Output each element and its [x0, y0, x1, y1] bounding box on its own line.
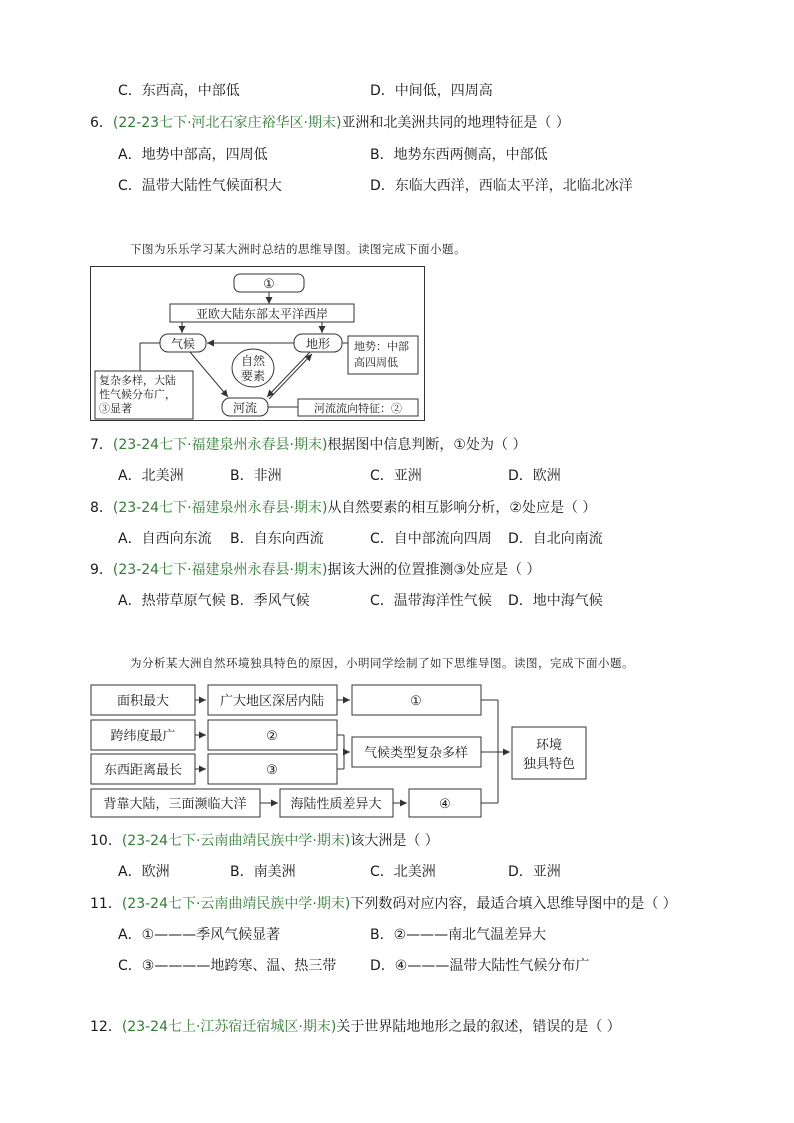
- q7-option-a: A．北美洲: [118, 468, 184, 484]
- mm2-final-line1: 环境: [535, 738, 563, 753]
- q5-option-d: D．中间低，四周高: [370, 83, 493, 99]
- question-source: (22-23七下·河北石家庄裕华区·期末): [112, 115, 342, 131]
- question-8-stem: [90, 499, 596, 517]
- mm2-area-label: 面积最大: [116, 694, 170, 709]
- question-text: 下列数码对应内容，最适合填入思维导图中的是（ ）: [350, 896, 677, 912]
- question-number: 8．: [90, 500, 113, 516]
- q11-option-d: D．④———温带大陆性气候分布广: [370, 958, 590, 974]
- mm2-landsea-label: 海陆性质差异大: [290, 797, 382, 812]
- q7-option-d: D．欧洲: [508, 468, 561, 484]
- question-11-stem: [90, 895, 677, 913]
- mm2-blank4-label: ④: [439, 797, 451, 812]
- question-6-stem: [90, 114, 570, 132]
- question-source: (23-24七下·福建泉州永春县·期末): [112, 500, 328, 516]
- question-text: 从自然要素的相互影响分析，②处应是（ ）: [327, 500, 597, 516]
- q8-option-d: D．自北向南流: [508, 531, 603, 547]
- question-number: 6．: [90, 115, 113, 131]
- mind-map-1: [90, 266, 426, 422]
- q11-option-a: A．①———季风气候显著: [118, 927, 281, 943]
- mm2-climate-label: 气候类型复杂多样: [363, 746, 469, 761]
- mm1-river-label: 河流: [232, 401, 258, 415]
- q9-option-c: C．温带海洋性气候: [370, 593, 492, 609]
- passage-2-intro: 为分析某大洲自然环境独具特色的原因，小明同学绘制了如下思维导图。读图，完成下面小题。: [130, 656, 634, 670]
- q11-option-b: B．②———南北气温差异大: [370, 927, 547, 943]
- mm2-eastwest-label: 东西距离最长: [103, 763, 183, 778]
- question-source: (23-24七下·福建泉州永春县·期末): [112, 437, 328, 453]
- q10-option-d: D．亚洲: [508, 864, 561, 880]
- question-text: 该大洲是（ ）: [350, 833, 439, 849]
- q9-option-a: A．热带草原气候: [118, 593, 226, 609]
- question-text: 亚洲和北美洲共同的地理特征是（ ）: [341, 115, 570, 131]
- question-text: 据该大洲的位置推测③处应是（ ）: [327, 562, 541, 578]
- question-number: 10．: [90, 833, 122, 849]
- question-text: 根据图中信息判断，①处为（ ）: [327, 437, 527, 453]
- q5-option-c: C．东西高，中部低: [118, 83, 240, 99]
- question-source: (23-24七下·云南曲靖民族中学·期末): [121, 896, 351, 912]
- mm2-inland-label: 广大地区深居内陆: [219, 694, 325, 709]
- q10-option-a: A．欧洲: [118, 864, 170, 880]
- question-12-stem: [90, 1018, 621, 1036]
- q10-option-b: B．南美洲: [230, 864, 296, 880]
- mind-map-2: [88, 682, 594, 818]
- mm1-location-label: 亚欧大陆东部太平洋西岸: [195, 307, 329, 321]
- mm2-blank3-label: ③: [266, 763, 278, 778]
- mm1-terrain-note-line2: 高四周低: [354, 356, 398, 369]
- mm1-climate-note-line3: ③显著: [99, 402, 132, 415]
- mm2-coast-label: 背靠大陆，三面濒临大洋: [103, 797, 247, 812]
- question-10-stem: [90, 832, 439, 850]
- question-text: 关于世界陆地地形之最的叙述，错误的是（ ）: [336, 1019, 621, 1035]
- question-number: 12．: [90, 1019, 122, 1035]
- mm2-blank1-label: ①: [410, 694, 422, 709]
- mm1-river-note-label: 河流流向特征：②: [314, 402, 402, 415]
- q11-option-c: C．③————地跨寒、温、热三带: [118, 958, 337, 974]
- q10-option-c: C．北美洲: [370, 864, 436, 880]
- mm1-top-label: ①: [263, 277, 275, 292]
- question-number: 11．: [90, 896, 122, 912]
- mm1-climate-note-line1: 复杂多样，大陆: [99, 374, 176, 387]
- mm2-latitude-label: 跨纬度最广: [110, 729, 176, 744]
- mm1-center-line2: 要素: [240, 369, 266, 383]
- question-source: (23-24七下·福建泉州永春县·期末): [112, 562, 328, 578]
- q8-option-c: C．自中部流向四周: [370, 531, 492, 547]
- mm2-blank2-label: ②: [266, 729, 278, 744]
- q6-option-a: A．地势中部高，四周低: [118, 147, 268, 163]
- mm1-center-line1: 自然: [240, 354, 266, 368]
- mm1-climate-label: 气候: [170, 337, 196, 351]
- q9-option-d: D．地中海气候: [508, 593, 603, 609]
- q7-option-c: C．亚洲: [370, 468, 422, 484]
- q6-option-b: B．地势东西两侧高，中部低: [370, 147, 548, 163]
- mm2-final-line2: 独具特色: [522, 757, 576, 772]
- q8-option-b: B．自东向西流: [230, 531, 324, 547]
- q6-option-d: D．东临大西洋，西临太平洋，北临北冰洋: [370, 178, 633, 194]
- q6-option-c: C．温带大陆性气候面积大: [118, 178, 282, 194]
- question-9-stem: [90, 561, 540, 579]
- q7-option-b: B．非洲: [230, 468, 282, 484]
- question-source: (23-24七下·云南曲靖民族中学·期末): [121, 833, 351, 849]
- q9-option-b: B．季风气候: [230, 593, 310, 609]
- q8-option-a: A．自西向东流: [118, 531, 212, 547]
- question-source: (23-24七上·江苏宿迁宿城区·期末): [121, 1019, 337, 1035]
- mm1-climate-note-line2: 性气候分布广，: [99, 388, 176, 401]
- question-7-stem: [90, 436, 526, 454]
- mm1-terrain-note-line1: 地势：中部: [354, 340, 409, 353]
- question-number: 9．: [90, 562, 113, 578]
- mm1-terrain-label: 地形: [305, 337, 331, 351]
- question-number: 7．: [90, 437, 113, 453]
- passage-1-intro: 下图为乐乐学习某大洲时总结的思维导图。读图完成下面小题。: [130, 242, 466, 256]
